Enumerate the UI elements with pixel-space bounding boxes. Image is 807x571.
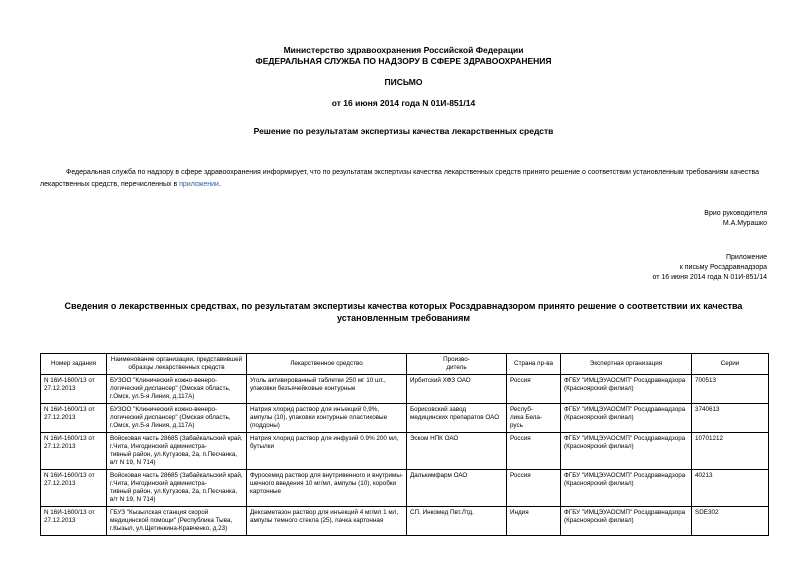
cell-medicine: Уголь активированный таблетки 250 мг 10 шт., упаковки безъячейковые контурные (247, 375, 407, 404)
cell-task-number: N 16И-1600/13 от 27.12.2013 (41, 507, 107, 536)
appendix-letter-ref: к письму Росздравнадзора (679, 264, 767, 271)
medicines-table (40, 353, 769, 536)
cell-series: 700513 (692, 375, 769, 404)
document-type: ПИСЬМО (384, 77, 423, 87)
cell-country: Россия (507, 375, 561, 404)
cell-task-number: N 16И-1600/13 от 27.12.2013 (41, 375, 107, 404)
document-date-number: от 16 июня 2014 года N 01И-851/14 (331, 98, 476, 108)
intro-paragraph (40, 167, 770, 191)
cell-country: Россия (507, 433, 561, 470)
cell-organization: ГБУЗ "Кызылская станция скорой медицинской помощи" (Республика Тыва, г.Кызыл, ул.Щетинкина-Кравченко, д.23) (107, 507, 247, 536)
document-subject: Решение по результатам экспертизы качества лекарственных средств (253, 126, 554, 136)
cell-medicine: Натрия хлорид раствор для инфузий 0.9% 200 мл, бутылки (247, 433, 407, 470)
table-row (41, 375, 769, 404)
header-manufacturer: Произво- дитель (407, 354, 507, 375)
service-name: ФЕДЕРАЛЬНАЯ СЛУЖБА ПО НАДЗОРУ В СФЕРЕ ЗДРАВООХРАНЕНИЯ (255, 56, 552, 66)
cell-task-number: N 16И-1600/13 от 27.12.2013 (41, 433, 107, 470)
cell-series: 40213 (692, 470, 769, 507)
cell-manufacturer: Далькимфарм ОАО (407, 470, 507, 507)
table-row (41, 470, 769, 507)
appendix-block (652, 253, 767, 283)
section-title: Сведения о лекарственных средствах, по результатам экспертизы качества которых Росздравнадзором принято решение о соответствии их качества установленным требованиям (64, 301, 743, 323)
intro-text: Федеральная служба по надзору в сфере здравоохранения информирует, что по результатам экспертизы качества лекарственных средств принято решение о соответствии установленным требованиям качества лекарственных средств, перечисленных в (40, 169, 760, 188)
cell-manufacturer: СП. Инкомед Пвт.Лтд. (407, 507, 507, 536)
cell-series: 3740613 (692, 404, 769, 433)
header-country: Страна пр-ва (507, 354, 561, 375)
cell-organization: БУЗОО "Клинический кожно-венеро- логический диспансер" (Омская область, г.Омск, ул.5-я Линия, д.117А) (107, 404, 247, 433)
signature-name: М.А.Мурашко (722, 220, 767, 227)
cell-expert-organization: ФГБУ "ИМЦЭУАОСМП" Росздравнадзора (Красноярский филиал) (561, 404, 692, 433)
header-series: Серии (692, 354, 769, 375)
cell-task-number: N 16И-1600/13 от 27.12.2013 (41, 404, 107, 433)
cell-organization: Войсковая часть 28685 (Забайкальский край, г.Чита, Ингодинский администра- тивный район, ул.Кутузова, 2а, п.Песчанка, в/т N 19, N 714) (107, 470, 247, 507)
cell-country: Россия (507, 470, 561, 507)
appendix-title: Приложение (725, 254, 767, 261)
signature-block (704, 209, 767, 229)
cell-country: Респуб- лика Бела- русь (507, 404, 561, 433)
signature-position: Врио руководителя (704, 210, 767, 217)
cell-manufacturer: Ирбитский ХФЗ ОАО (407, 375, 507, 404)
table-row (41, 507, 769, 536)
header-medicine: Лекарственное средство (247, 354, 407, 375)
cell-manufacturer: Борисовский завод медицинских препаратов ОАО (407, 404, 507, 433)
table-row (41, 404, 769, 433)
intro-end: . (218, 181, 221, 188)
cell-organization: Войсковая часть 28685 (Забайкальский край, г.Чита, Ингодинский администра- тивный район, ул.Кутузова, 2а, п.Песчанка, в/т N 19, N 714) (107, 433, 247, 470)
cell-country: Индия (507, 507, 561, 536)
appendix-link[interactable]: приложении (179, 181, 219, 188)
cell-series: SDE302 (692, 507, 769, 536)
cell-expert-organization: ФГБУ "ИМЦЭУАОСМП" Росздравнадзора (Красноярский филиал) (561, 470, 692, 507)
cell-expert-organization: ФГБУ "ИМЦЭУАОСМП" Росздравнадзора (Красноярский филиал) (561, 433, 692, 470)
ministry-name: Министерство здравоохранения Российской Федерации (283, 45, 524, 55)
cell-manufacturer: Эском НПК ОАО (407, 433, 507, 470)
appendix-date-number: от 16 июня 2014 года N 01И-851/14 (652, 274, 767, 281)
cell-expert-organization: ФГБУ "ИМЦЭУАОСМП" Росздравнадзора (Красноярский филиал) (561, 375, 692, 404)
header-organization: Наименование организации, представившей образцы лекарственных средств (107, 354, 247, 375)
header-task-number: Номер задания (41, 354, 107, 375)
cell-series: 10701212 (692, 433, 769, 470)
cell-medicine: Фуросемид раствор для внутривенного и внутримы- шечного введения 10 мг/мл, ампулы (10), коробки картонные (247, 470, 407, 507)
cell-medicine: Дексаметазон раствор для инъекций 4 мг/мл 1 мл, ампулы темного стекла (25), пачка картонная (247, 507, 407, 536)
table-header-row (41, 354, 769, 375)
cell-expert-organization: ФГБУ "ИМЦЭУАОСМП" Росздравнадзора (Красноярский филиал) (561, 507, 692, 536)
cell-medicine: Натрия хлорид раствор для инъекций 0,9%, ампулы (10), упаковки контурные пластиковые (поддоны) (247, 404, 407, 433)
cell-organization: БУЗОО "Клинический кожно-венеро- логический диспансер" (Омская область, г.Омск, ул.5-я Линия, д.117А) (107, 375, 247, 404)
header-expert-organization: Экспертная организация (561, 354, 692, 375)
cell-task-number: N 16И-1600/13 от 27.12.2013 (41, 470, 107, 507)
table-row (41, 433, 769, 470)
